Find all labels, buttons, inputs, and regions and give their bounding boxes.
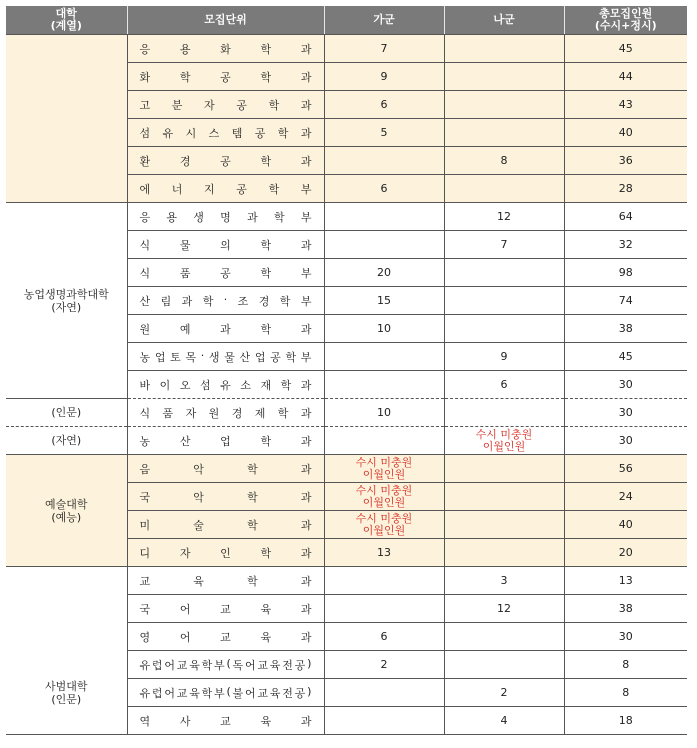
total-cell: 45 (564, 35, 687, 63)
na-cell: 4 (444, 707, 564, 735)
total-cell: 45 (564, 343, 687, 371)
unit-cell (127, 595, 324, 623)
na-cell: 3 (444, 567, 564, 595)
unit-name: 화 학 공 학 과 (139, 70, 312, 84)
recruitment-table (6, 6, 687, 735)
na-cell: 8 (444, 147, 564, 175)
table-row (6, 427, 687, 455)
na-cell (444, 455, 564, 483)
unit-name: 응 용 생 명 과 학 부 (139, 210, 312, 224)
unit-cell (127, 175, 324, 203)
ga-cell (324, 567, 444, 595)
unit-name: 바 이 오 섬 유 소 재 학 과 (139, 378, 312, 392)
unit-cell (127, 427, 324, 455)
college-cell-jayeon: (자연) (6, 427, 127, 455)
ga-cell: 6 (324, 91, 444, 119)
total-cell: 56 (564, 455, 687, 483)
recruitment-table-container (6, 6, 687, 735)
na-cell (444, 287, 564, 315)
total-cell: 30 (564, 427, 687, 455)
total-cell: 30 (564, 399, 687, 427)
unit-cell (127, 511, 324, 539)
ga-cell: 6 (324, 623, 444, 651)
na-cell (444, 623, 564, 651)
unit-name: 농 업 토 목 · 생 물 산 업 공 학 부 (139, 348, 312, 364)
unit-cell (127, 343, 324, 371)
ga-cell: 7 (324, 35, 444, 63)
na-cell (444, 91, 564, 119)
header-na: 나군 (444, 6, 564, 35)
table-row (6, 455, 687, 483)
total-cell: 20 (564, 539, 687, 567)
ga-cell (324, 707, 444, 735)
na-cell: 6 (444, 371, 564, 399)
ga-cell: 6 (324, 175, 444, 203)
total-cell: 28 (564, 175, 687, 203)
unit-cell (127, 567, 324, 595)
na-cell-note: 수시 미충원 이월인원 (444, 427, 564, 455)
unit-name: 국 어 교 육 과 (139, 602, 312, 616)
na-cell: 12 (444, 203, 564, 231)
unit-name: 식 품 공 학 부 (139, 266, 312, 280)
unit-cell (127, 707, 324, 735)
unit-name: 영 어 교 육 과 (139, 630, 312, 644)
total-cell: 8 (564, 679, 687, 707)
unit-name: 디 자 인 학 과 (139, 546, 312, 560)
unit-name: 유 럽 어 교 육 학 부 ( 독 어 교 육 전 공 ) (139, 656, 312, 672)
total-cell: 30 (564, 623, 687, 651)
college-cell-engineering (6, 35, 127, 203)
unit-name: 유 럽 어 교 육 학 부 ( 불 어 교 육 전 공 ) (139, 684, 312, 700)
ga-cell (324, 343, 444, 371)
total-cell: 30 (564, 371, 687, 399)
ga-cell (324, 147, 444, 175)
ga-cell (324, 371, 444, 399)
unit-cell (127, 287, 324, 315)
unit-cell (127, 147, 324, 175)
total-cell: 8 (564, 651, 687, 679)
college-cell-agriculture: 농업생명과학대학 (자연) (6, 203, 127, 399)
header-total: 총모집인원 (수시+정시) (564, 6, 687, 35)
unit-cell (127, 455, 324, 483)
ga-cell: 10 (324, 315, 444, 343)
ga-cell-note: 수시 미충원 이월인원 (324, 511, 444, 539)
ga-cell: 20 (324, 259, 444, 287)
total-cell: 24 (564, 483, 687, 511)
unit-cell (127, 679, 324, 707)
total-cell: 40 (564, 511, 687, 539)
unit-cell (127, 35, 324, 63)
total-cell: 64 (564, 203, 687, 231)
na-cell (444, 35, 564, 63)
total-cell: 40 (564, 119, 687, 147)
na-cell (444, 483, 564, 511)
unit-name: 에 너 지 공 학 부 (139, 182, 312, 196)
ga-cell-note: 수시 미충원 이월인원 (324, 455, 444, 483)
unit-cell (127, 399, 324, 427)
college-cell-insa: (인문) (6, 399, 127, 427)
college-cell-education: 사범대학 (인문) (6, 567, 127, 735)
table-row (6, 35, 687, 63)
na-cell (444, 315, 564, 343)
na-cell: 2 (444, 679, 564, 707)
na-cell (444, 399, 564, 427)
total-cell: 43 (564, 91, 687, 119)
ga-cell: 13 (324, 539, 444, 567)
ga-cell: 15 (324, 287, 444, 315)
unit-name: 산 림 과 학 · 조 경 학 부 (139, 292, 312, 308)
unit-cell (127, 371, 324, 399)
unit-name: 응 용 화 학 과 (139, 42, 312, 56)
unit-cell (127, 63, 324, 91)
total-cell: 98 (564, 259, 687, 287)
ga-cell (324, 427, 444, 455)
header-college: 대학 (계열) (6, 6, 127, 35)
ga-cell-note: 수시 미충원 이월인원 (324, 483, 444, 511)
unit-cell (127, 203, 324, 231)
unit-cell (127, 623, 324, 651)
ga-cell (324, 203, 444, 231)
unit-name: 음 악 학 과 (139, 462, 312, 476)
unit-name: 고 분 자 공 학 과 (139, 98, 312, 112)
unit-name: 식 물 의 학 과 (139, 238, 312, 252)
na-cell: 7 (444, 231, 564, 259)
ga-cell: 5 (324, 119, 444, 147)
unit-cell (127, 315, 324, 343)
unit-name: 미 술 학 과 (139, 518, 312, 532)
unit-name: 섬 유 시 스 템 공 학 과 (139, 126, 312, 140)
table-row (6, 399, 687, 427)
table-header-row (6, 6, 687, 35)
na-cell: 9 (444, 343, 564, 371)
ga-cell: 10 (324, 399, 444, 427)
unit-cell (127, 539, 324, 567)
header-unit: 모집단위 (127, 6, 324, 35)
unit-cell (127, 119, 324, 147)
unit-cell (127, 259, 324, 287)
unit-cell (127, 91, 324, 119)
ga-cell: 9 (324, 63, 444, 91)
unit-name: 원 예 과 학 과 (139, 322, 312, 336)
unit-name: 환 경 공 학 과 (139, 154, 312, 168)
na-cell (444, 175, 564, 203)
na-cell (444, 259, 564, 287)
ga-cell (324, 595, 444, 623)
table-row (6, 203, 687, 231)
total-cell: 38 (564, 595, 687, 623)
unit-cell (127, 231, 324, 259)
ga-cell (324, 679, 444, 707)
total-cell: 36 (564, 147, 687, 175)
na-cell: 12 (444, 595, 564, 623)
na-cell (444, 511, 564, 539)
ga-cell: 2 (324, 651, 444, 679)
unit-name: 교 육 학 과 (139, 574, 312, 588)
unit-name: 농 산 업 학 과 (139, 434, 312, 448)
na-cell (444, 63, 564, 91)
unit-name: 국 악 학 과 (139, 490, 312, 504)
ga-cell (324, 231, 444, 259)
table-row (6, 567, 687, 595)
total-cell: 44 (564, 63, 687, 91)
unit-name: 역 사 교 육 과 (139, 714, 312, 728)
unit-cell (127, 483, 324, 511)
total-cell: 38 (564, 315, 687, 343)
na-cell (444, 651, 564, 679)
header-ga: 가군 (324, 6, 444, 35)
na-cell (444, 539, 564, 567)
na-cell (444, 119, 564, 147)
unit-cell (127, 651, 324, 679)
total-cell: 32 (564, 231, 687, 259)
total-cell: 18 (564, 707, 687, 735)
college-cell-arts: 예술대학 (예능) (6, 455, 127, 567)
unit-name: 식 품 자 원 경 제 학 과 (139, 406, 312, 420)
total-cell: 13 (564, 567, 687, 595)
total-cell: 74 (564, 287, 687, 315)
